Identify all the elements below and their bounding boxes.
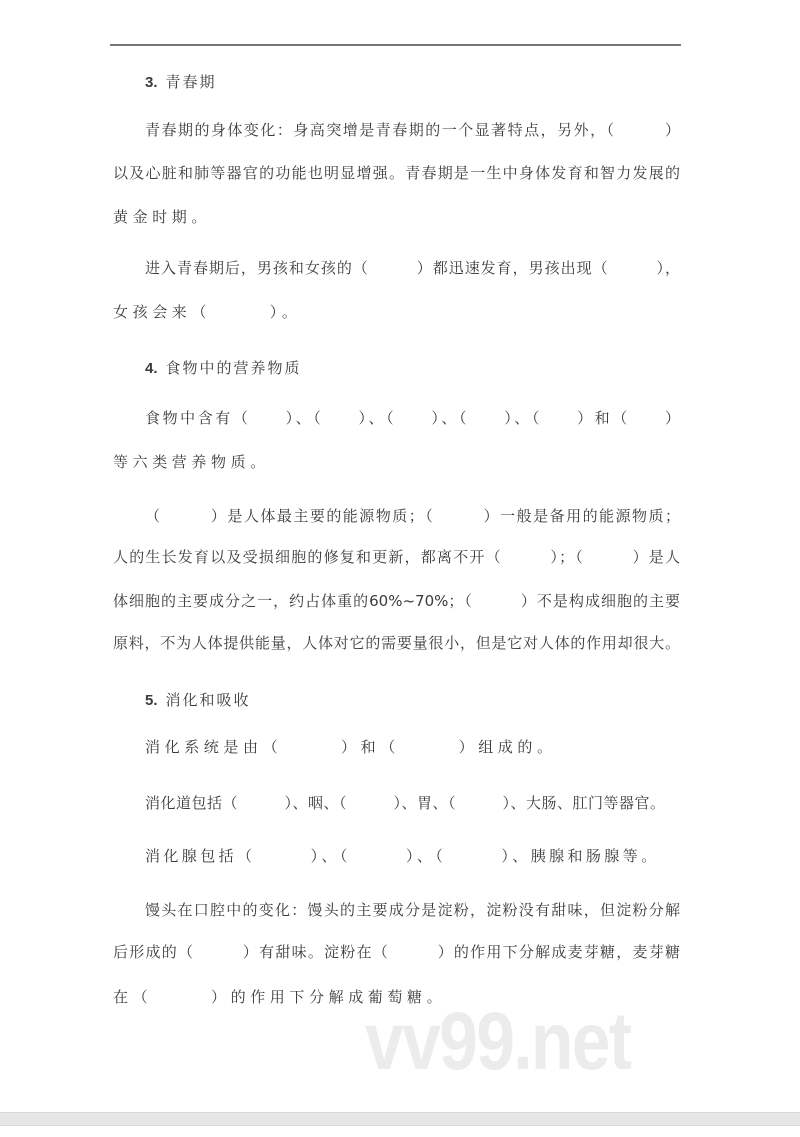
text-line: （ ）是人体最主要的能源物质；（ ）一般是备用的能源物质； <box>145 507 680 525</box>
text-line: 原料，不为人体提供能量，人体对它的需要量很小，但是它对人体的作用却很大。 <box>113 634 680 652</box>
section-number: 5. <box>145 692 158 709</box>
text-line: 青春期的身体变化：身高突增是青春期的一个显著特点，另外，（ ） <box>145 121 680 139</box>
section-title: 消化和吸收 <box>165 691 251 709</box>
text-line: 消化系统是由（ ）和（ ）组成的。 <box>145 738 557 756</box>
text-line: 馒头在口腔中的变化：馒头的主要成分是淀粉，淀粉没有甜味，但淀粉分解 <box>145 901 680 919</box>
section-heading-5 <box>145 690 251 711</box>
text-line: 后形成的（ ）有甜味。淀粉在（ ）的作用下分解成麦芽糖，麦芽糖 <box>113 943 680 961</box>
section-heading-4 <box>145 358 302 379</box>
text-line: 女孩会来（ ）。 <box>113 303 302 321</box>
text-line: 体细胞的主要成分之一，约占体重的60%~70%；（ ）不是构成细胞的主要 <box>113 592 680 610</box>
watermark: vv99.net <box>365 996 631 1087</box>
text-line: 消化腺包括（ ）、（ ）、（ ）、胰腺和肠腺等。 <box>145 847 660 865</box>
section-number: 4. <box>145 360 158 377</box>
text-line: 进入青春期后，男孩和女孩的（ ）都迅速发育，男孩出现（ ）， <box>145 259 680 277</box>
section-title: 青春期 <box>165 73 217 91</box>
text-line: 黄金时期。 <box>113 208 212 226</box>
page-separator <box>0 1112 800 1126</box>
text-line: 以及心脏和肺等器官的功能也明显增强。青春期是一生中身体发育和智力发展的 <box>113 164 680 182</box>
text-line: 等六类营养物质。 <box>113 453 270 471</box>
text-line: 人的生长发育以及受损细胞的修复和更新，都离不开（ ）；（ ）是人 <box>113 548 680 566</box>
text-line: 消化道包括（ ）、咽、（ ）、胃、（ ）、大肠、肛门等器官。 <box>145 794 665 812</box>
text-line: 在（ ）的作用下分解成葡萄糖。 <box>113 988 447 1006</box>
section-number: 3. <box>145 74 158 91</box>
header-rule <box>110 44 681 46</box>
text-line: 食物中含有（ ）、（ ）、（ ）、（ ）、（ ）和（ ） <box>145 409 680 427</box>
section-heading-3 <box>145 72 217 93</box>
section-title: 食物中的营养物质 <box>165 359 302 377</box>
